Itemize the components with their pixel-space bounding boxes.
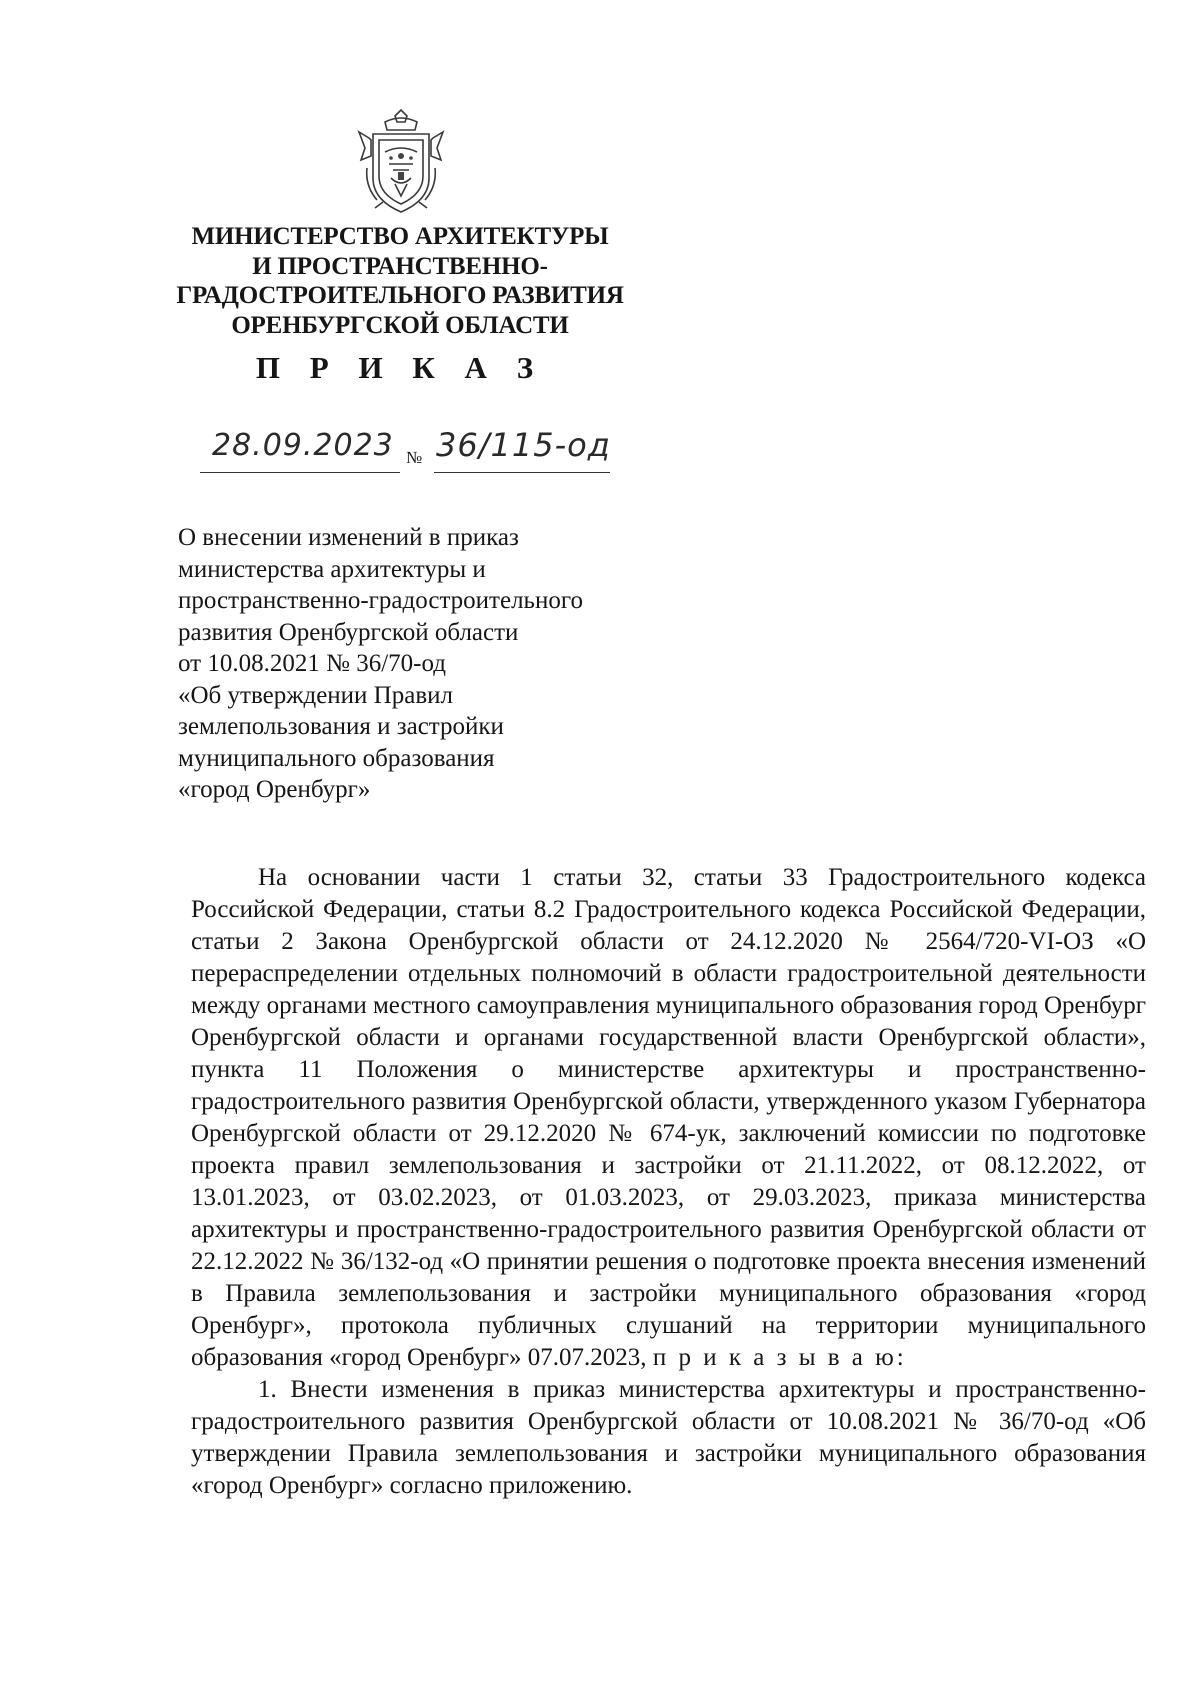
subject-line: О внесении изменений в приказ: [178, 524, 519, 551]
number-sign: №: [406, 448, 423, 467]
handwritten-order-number: 36/115-од: [436, 426, 611, 464]
coat-of-arms-emblem: [355, 108, 447, 220]
date-number-row: [200, 428, 620, 480]
date-underline: [200, 472, 400, 473]
subject-line: «Об утверждении Правил: [178, 681, 453, 709]
subject-line: муниципального образования: [178, 744, 495, 772]
subject-line: министерства архитектуры и: [178, 555, 486, 583]
subject-line: развития Оренбургской области: [178, 618, 519, 646]
handwritten-date: 28.09.2023: [212, 428, 394, 463]
item-1-paragraph: 1. Внести изменения в приказ министерства архитектуры и пространственно-градостроительного развития Оренбургской области от 10.08.2021 № 36/70-од «Об утверждении Правила землепользования и застройки муниципального образования «город Оренбург» согласно приложению.: [191, 1376, 1146, 1499]
subject-line: землепользования и застройки: [178, 713, 504, 740]
ministry-header: [170, 222, 630, 340]
preamble-paragraph: [191, 862, 1146, 1374]
decree-word: п р и к а з ы в а ю:: [652, 1344, 907, 1371]
order-subject: [178, 522, 698, 806]
document-type-title: П Р И К А З: [255, 350, 545, 385]
subject-line: «город Оренбург»: [178, 776, 371, 803]
order-body: [191, 862, 1146, 1502]
preamble-text: На основании части 1 статьи 32, статьи 33 Градостроительного кодекса Российской Федерации, статьи 8.2 Градостроительного кодекса Российской Федерации, статьи 2 Закона Оренбургской области от 24.12.2020 № 2564/720-VI-ОЗ «О перераспределении отдельных полномочий в области градостроительной деятельности между органами местного самоуправления муниципального образования город Оренбург Оренбургской области и органами государственной власти Оренбургской области», пункта 11 Положения о министерстве архитектуры и пространственно-градостроительного развития Оренбургской области, утвержденного указом Губернатора Оренбургской области от 29.12.2020 № 674-ук, заключений комиссии по подготовке проекта правил землепользования и застройки от 21.11.2022, от 08.12.2022, от 13.01.2023, от 03.02.2023, от 01.03.2023, от 29.03.2023, приказа министерства архитектуры и пространственно-градостроительного развития Оренбургской области от 22.12.2022 № 36/132-од «О принятии решения о подготовке проекта внесения изменений в Правила землепользования и застройки муниципального образования «город Оренбург», протокола публичных слушаний на территории муниципального образования «город Оренбург» 07.07.2023,: [191, 864, 1146, 1371]
subject-line: от 10.08.2021 № 36/70-од: [178, 650, 446, 677]
number-underline: [434, 472, 610, 473]
ministry-line: МИНИСТЕРСТВО АРХИТЕКТУРЫ: [191, 223, 609, 250]
subject-line: пространственно-градостроительного: [178, 587, 583, 614]
ministry-line: ГРАДОСТРОИТЕЛЬНОГО РАЗВИТИЯ: [176, 282, 624, 309]
ministry-line: И ПРОСТРАНСТВЕННО-: [252, 252, 548, 280]
ministry-line: ОРЕНБУРГСКОЙ ОБЛАСТИ: [231, 311, 569, 339]
